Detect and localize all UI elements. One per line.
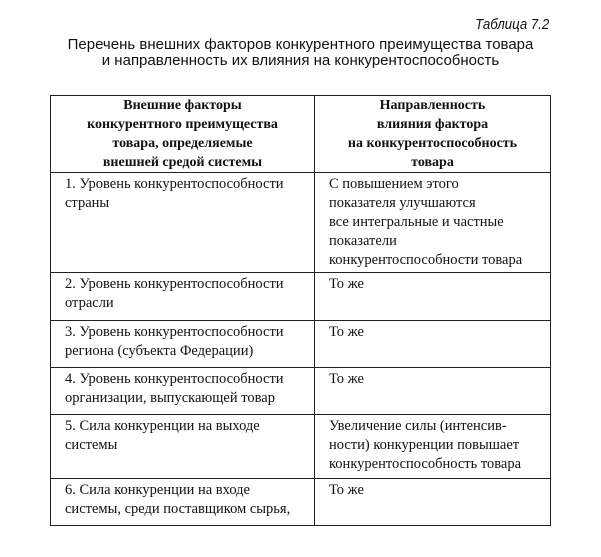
effect-cell: С повышением этого показателя улучшаются все интегральные и частные показатели конкурентоспособности товара <box>315 173 551 273</box>
effect-cell: То же <box>315 273 551 321</box>
table-row <box>51 415 551 479</box>
factors-table <box>50 95 551 526</box>
table-number: Таблица 7.2 <box>474 16 549 33</box>
effect-cell: То же <box>315 479 551 526</box>
factor-cell: 5. Сила конкуренции на выходе системы <box>51 415 315 479</box>
table-title-line-1: Перечень внешних факторов конкурентного преимущества товара <box>67 36 534 53</box>
factor-cell: 6. Сила конкуренции на входе системы, среди поставщиком сырья, <box>51 479 315 526</box>
table-row <box>51 173 551 273</box>
effect-cell: То же <box>315 368 551 415</box>
table-row <box>51 273 551 321</box>
factor-cell: 2. Уровень конкурентоспособности отрасли <box>51 273 315 321</box>
table-row <box>51 321 551 368</box>
factor-cell: 3. Уровень конкурентоспособности региона (субъекта Федерации) <box>51 321 315 368</box>
effect-cell: Увеличение силы (интенсив- ности) конкуренции повышает конкурентоспособность товара <box>315 415 551 479</box>
header-effect: Направленность влияния фактора на конкурентоспособность товара <box>315 96 551 173</box>
table-row <box>51 368 551 415</box>
table-row <box>51 479 551 526</box>
table-title-line-2: и направленность их влияния на конкурентоспособность <box>101 52 500 69</box>
factor-cell: 4. Уровень конкурентоспособности организации, выпускающей товар <box>51 368 315 415</box>
factor-cell: 1. Уровень конкурентоспособности страны <box>51 173 315 273</box>
effect-cell: То же <box>315 321 551 368</box>
header-factors: Внешние факторы конкурентного преимущества товара, определяемые внешней средой системы <box>51 96 315 173</box>
header-row <box>51 96 551 173</box>
